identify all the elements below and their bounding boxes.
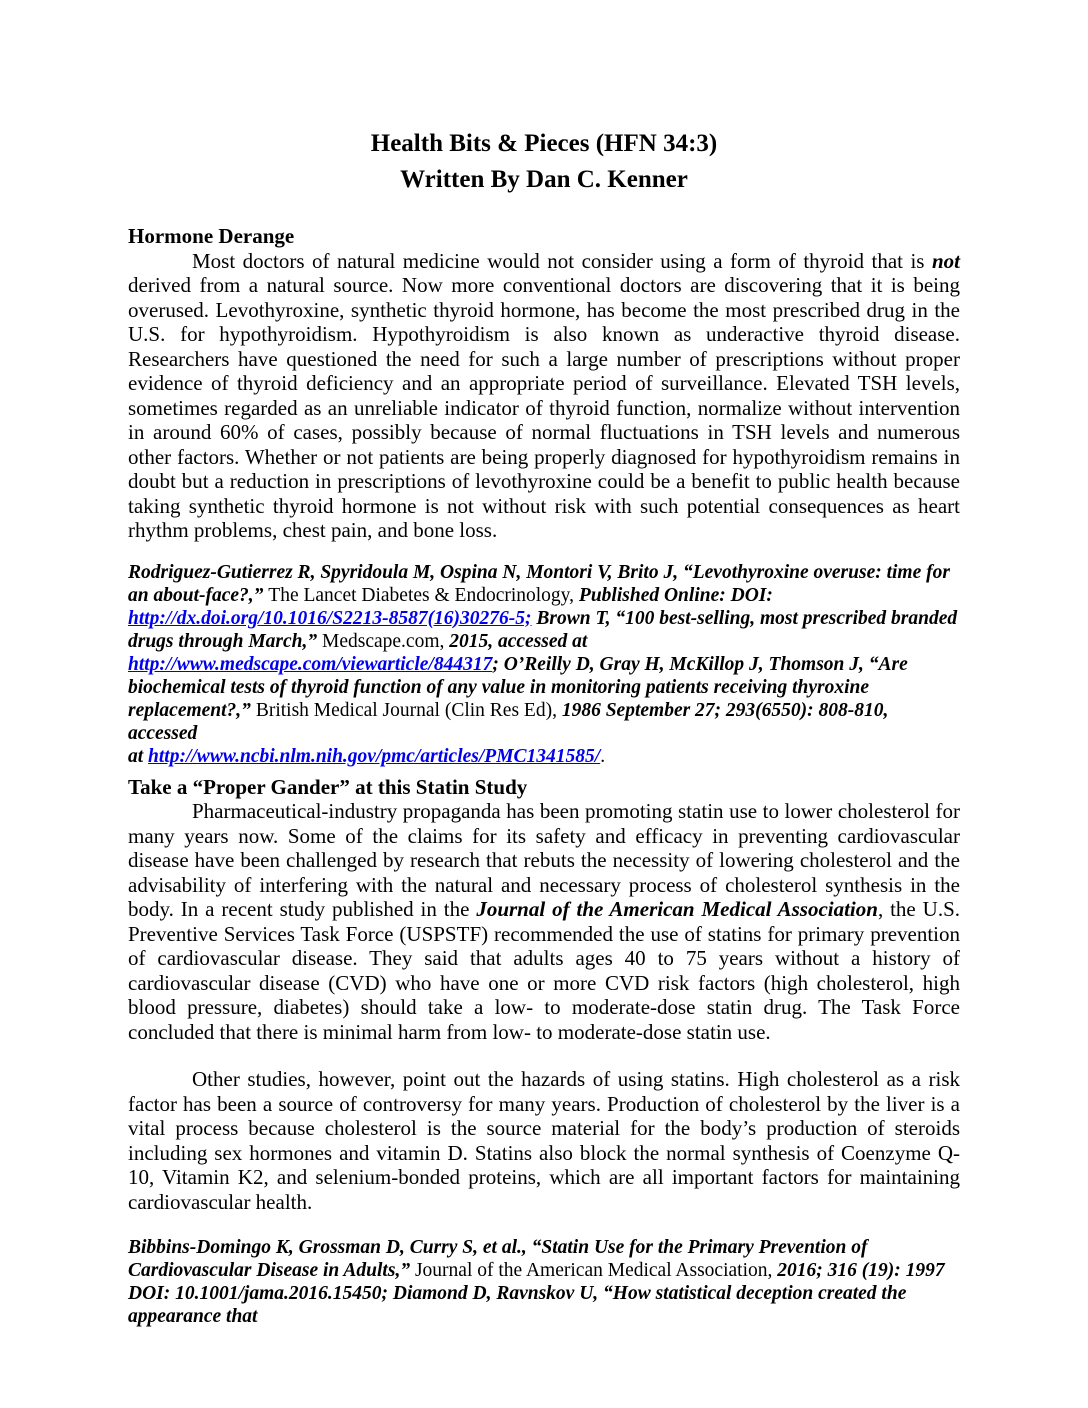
text-run: Pharmaceutical-industry propaganda has been promoting statin use to lower cholesterol for many years now. Some of the claims for its safety and efficacy in preventing cardiovascular disease have been challenged by research that rebuts the necessity of lowering cholesterol and the advisability of interfering with the natural and necessary process of cholesterol synthesis in the body. In a recent study published in the [128, 799, 960, 921]
section-heading-hormone-derange: Hormone Derange [128, 224, 295, 248]
text-run: Most doctors of natural medicine would not consider using a form of thyroid that is [192, 248, 932, 273]
text-run: Journal of the American Medical Association, [414, 1260, 778, 1281]
title-line-2: Written By Dan C. Kenner [400, 166, 688, 193]
paragraph [128, 1067, 960, 1214]
text-run: DOI: 10.1001/jama.2016.15450; Diamond D, Ravnskov U, “How statistical deception created the appearance that [128, 1283, 907, 1327]
document-title [128, 126, 960, 198]
text-run: derived from a natural source. Now more conventional doctors are discovering that it is being overused. Levothyroxine, synthetic thyroid hormone, has become the most prescribed drug in the U.S. for hypothyroidism. Hypothyroidism is also known as underactive thyroid disease. Researchers have questioned the need for such a large number of prescriptions without proper evidence of thyroid deficiency and an appropriate period of surveillance. Elevated TSH levels, sometimes regarded as an unreliable indicator of thyroid function, normalize without intervention in around 60% of cases, possibly because of normal fluctuations in TSH levels and numerous other factors. Whether or not patients are being properly diagnosed for hypothyroidism remains in doubt but a reduction in prescriptions of levothyroxine could be a benefit to public health because taking synthetic thyroid hormone is not without risk with such potential consequences as heart rhythm problems, chest pain, and bone loss. [128, 273, 960, 542]
paragraph [128, 799, 960, 1044]
citation-block [128, 561, 960, 768]
paragraph [128, 249, 960, 543]
citation-link[interactable]: http://www.ncbi.nlm.nih.gov/pmc/articles/PMC1341585/ [148, 745, 601, 767]
text-run: . [600, 745, 606, 767]
text-run: Brown T, “100 best-selling, most prescribed branded drugs through March,” [128, 607, 958, 652]
text-run: Medscape.com, [322, 630, 450, 652]
text-run: 2015, accessed at [449, 630, 588, 652]
citation-link[interactable]: http://www.medscape.com/viewarticle/844317 [128, 653, 493, 675]
title-line-1: Health Bits & Pieces (HFN 34:3) [370, 130, 718, 157]
text-run: Other studies, however, point out the hazards of using statins. High cholesterol as a risk factor has been a source of controversy for many years. Production of cholesterol by the liver is a vital process because cholesterol is the source material for the body’s production of steroids including sex hormones and vitamin D. Statins also block the normal synthesis of Coenzyme Q-10, Vitamin K2, and selenium-bonded proteins, which are all important factors for maintaining cardiovascular health. [128, 1067, 960, 1214]
text-run: 1986 September 27; 293(6550): 808-810, accessed [128, 699, 889, 744]
text-run: The Lancet Diabetes & Endocrinology, [268, 584, 579, 606]
citation-link[interactable]: http://dx.doi.org/10.1016/S2213-8587(16)30276-5; [128, 607, 532, 629]
text-run: at [128, 745, 149, 767]
text-run: ; O’Reilly D, Gray H, McKillop J, Thomson J, “Are biochemical tests of thyroid function of any value in monitoring patients receiving thyroxine replacement?,” [128, 653, 908, 721]
section-statin-study [128, 775, 960, 1329]
text-run: Published Online: DOI: [578, 584, 773, 606]
text-run: Rodriguez-Gutierrez R, Spyridoula M, Ospina N, Montori V, Brito J, “Levothyroxine overuse: time for an about-face?,” [128, 561, 950, 606]
text-run: not [931, 248, 960, 273]
citation-block [128, 1236, 960, 1328]
text-run: British Medical Journal (Clin Res Ed), [255, 699, 562, 721]
section-heading-statin-study: Take a “Proper Gander” at this Statin Study [128, 774, 528, 799]
text-run: 2016; 316 (19): 1997 [777, 1260, 945, 1281]
text-run: Journal of the American Medical Association [476, 897, 878, 921]
section-hormone-derange [128, 224, 960, 768]
text-run: , the U.S. Preventive Services Task Force (USPSTF) recommended the use of statins for primary prevention of cardiovascular disease. They said that adults ages 40 to 75 years without a history of cardiovascular disease (CVD) who have one or more CVD risk factors (high cholesterol, high blood pressure, diabetes) should take a low- to moderate-dose statin drug. The Task Force concluded that there is minimal harm from low- to moderate-dose statin use. [128, 897, 960, 1044]
text-run: Bibbins-Domingo K, Grossman D, Curry S, et al., “Statin Use for the Primary Prevention of Cardiovascular Disease in Adults,” [128, 1237, 868, 1281]
